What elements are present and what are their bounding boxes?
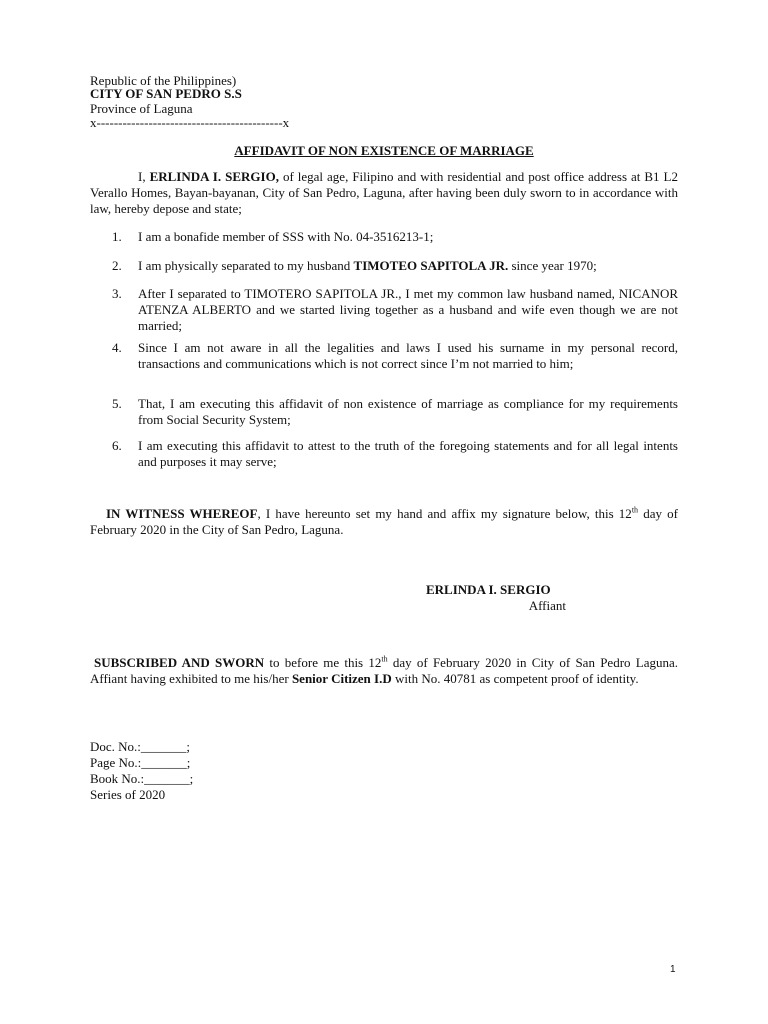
witness-paragraph xyxy=(90,506,678,538)
list-item xyxy=(112,438,678,470)
doc-number-line: Doc. No.:_______; xyxy=(90,739,191,754)
republic-line: Republic of the Philippines) xyxy=(90,73,237,88)
intro-text: of legal age, Filipino and with residential and post office address at B1 L2 Verallo Homes, Bayan-bayanan, City of San Pedro, Laguna, after having been duly sworn to in accordance with law, hereby depose and state; xyxy=(90,169,678,216)
book-number-line: Book No.:_______; xyxy=(90,771,194,786)
witness-text: , I have hereunto set my hand and affix my signature below, this 12 xyxy=(257,506,632,521)
document-title-wrap xyxy=(0,143,768,159)
witness-text-end: day of February 2020 in the City of San Pedro, Laguna. xyxy=(90,506,678,537)
city-line: CITY OF SAN PEDRO S.S xyxy=(90,86,242,101)
item-number: 4. xyxy=(112,340,122,355)
intro-lead: I, xyxy=(138,169,150,184)
page-number: 1 xyxy=(670,964,676,975)
item-text-pre: I am physically separated to my husband xyxy=(138,258,354,273)
affiant-name: ERLINDA I. SERGIO xyxy=(426,582,551,597)
province-line: Province of Laguna xyxy=(90,101,193,116)
item-number: 6. xyxy=(112,438,122,453)
item-text: I am executing this affidavit to attest to the truth of the foregoing statements and for all legal intents and purposes it may serve; xyxy=(138,438,678,469)
list-item xyxy=(112,258,678,274)
jurat-paragraph xyxy=(90,655,678,687)
jurat-text-end: with No. 40781 as competent proof of identity. xyxy=(391,671,639,686)
list-item xyxy=(112,286,678,334)
jurat-text: to before me this 12 xyxy=(264,655,382,670)
item-number: 2. xyxy=(112,258,122,273)
page-number-line: Page No.:_______; xyxy=(90,755,191,770)
affiant-name-intro: ERLINDA I. SERGIO, xyxy=(149,169,279,184)
item-text: I am a bonafide member of SSS with No. 04-3516213-1; xyxy=(138,229,434,244)
husband-name: TIMOTEO SAPITOLA JR. xyxy=(353,258,509,273)
list-item xyxy=(112,396,678,428)
witness-ordinal: th xyxy=(631,505,639,515)
item-text-post: since year 1970; xyxy=(508,258,597,273)
document-title: AFFIDAVIT OF NON EXISTENCE OF MARRIAGE xyxy=(234,143,534,158)
item-number: 5. xyxy=(112,396,122,411)
affiant-role: Affiant xyxy=(528,598,566,613)
jurat-ordinal: th xyxy=(381,654,388,664)
list-item xyxy=(112,229,678,245)
witness-heading: IN WITNESS WHEREOF xyxy=(106,506,258,521)
list-item xyxy=(112,340,678,372)
id-type: Senior Citizen I.D xyxy=(291,671,392,686)
item-text: After I separated to TIMOTERO SAPITOLA JR., I met my common law husband named, NICANOR ATENZA ALBERTO and we started living together as a husband and wife even though we are not married; xyxy=(138,286,678,333)
jurat-text-mid: day of February 2020 in City of San Pedro Laguna. Affiant having exhibited to me his/her xyxy=(90,655,678,686)
item-text xyxy=(138,258,678,274)
notarial-docket xyxy=(90,739,290,803)
item-text: That, I am executing this affidavit of non existence of marriage as compliance for my requirements from Social Security System; xyxy=(138,396,678,427)
signature-block xyxy=(426,582,586,614)
header-divider: x-------------------------------------------x xyxy=(90,115,290,130)
intro-paragraph xyxy=(90,169,678,217)
item-number: 3. xyxy=(112,286,122,301)
series-line: Series of 2020 xyxy=(90,787,166,802)
jurat-heading: SUBSCRIBED AND SWORN xyxy=(94,655,265,670)
item-text: Since I am not aware in all the legalities and laws I used his surname in my personal record, transactions and communications which is not correct since I’m not married to him; xyxy=(138,340,678,371)
item-number: 1. xyxy=(112,229,122,244)
